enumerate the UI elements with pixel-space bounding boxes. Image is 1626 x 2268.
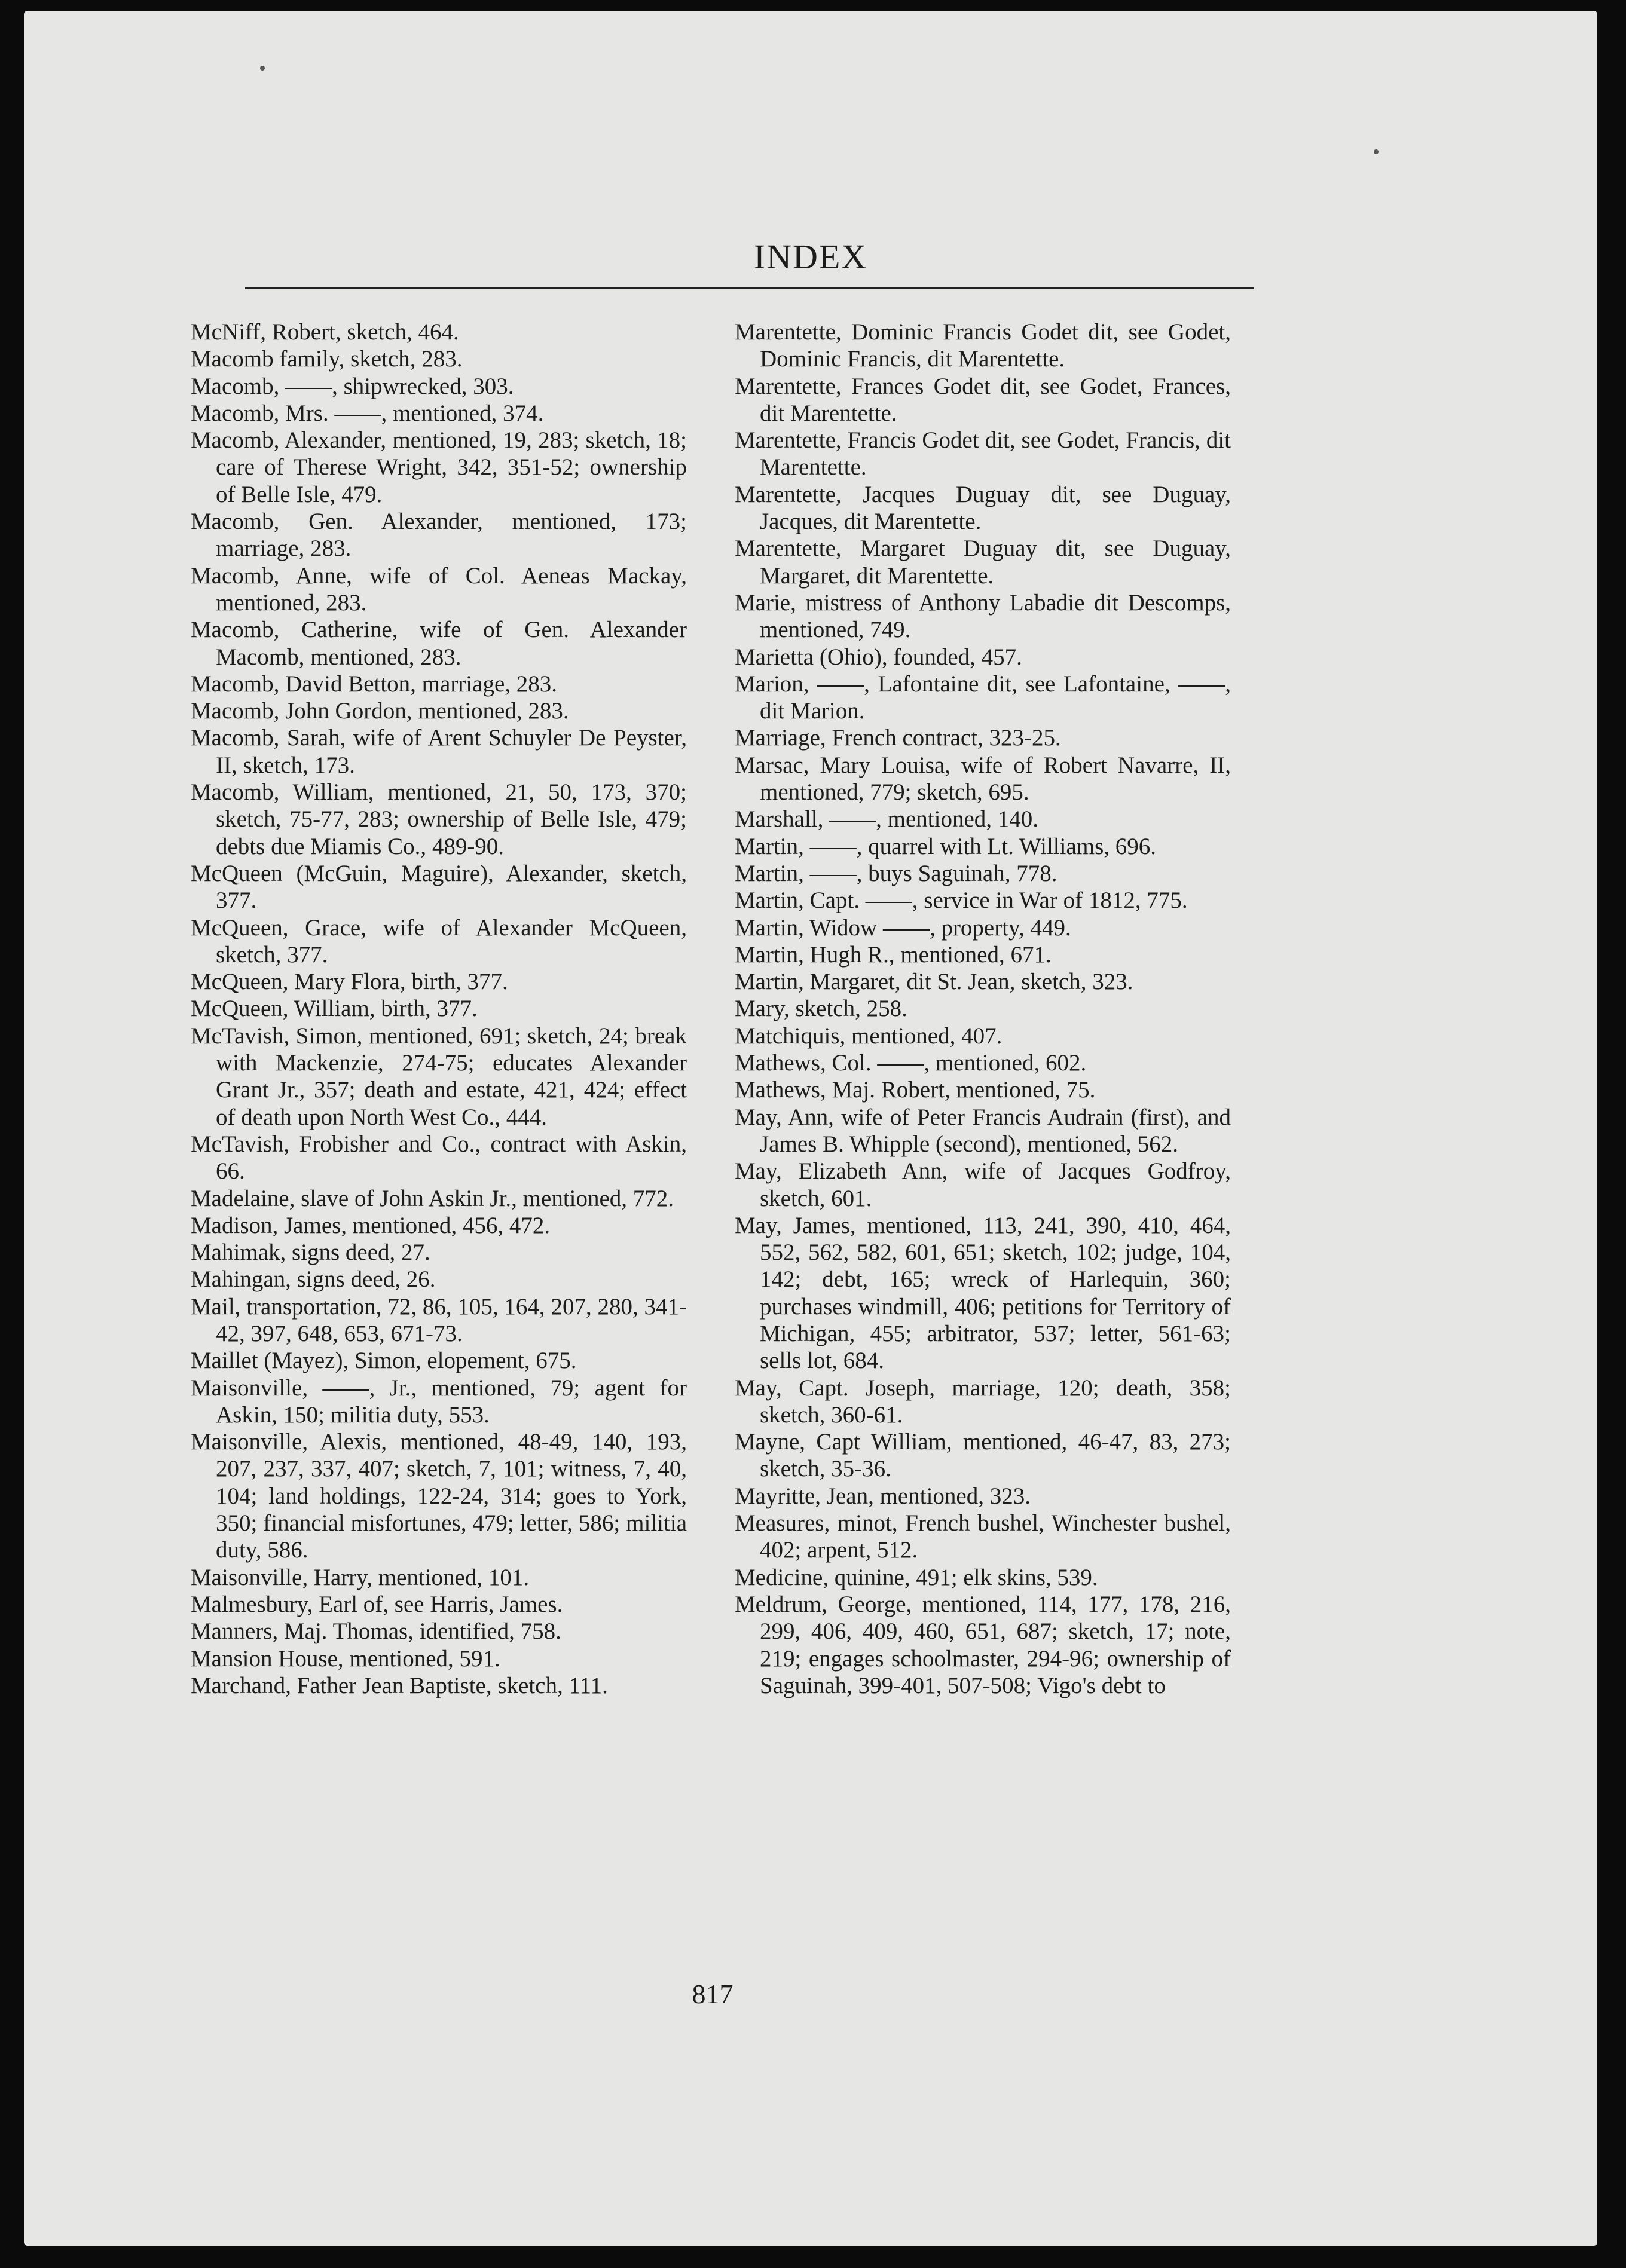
index-entry: Martin, Margaret, dit St. Jean, sketch, 323. xyxy=(735,969,1133,995)
index-entry: Mathews, Maj. Robert, mentioned, 75. xyxy=(735,1077,1096,1103)
header-rule xyxy=(245,287,1254,289)
index-entry: McQueen, Mary Flora, birth, 377. xyxy=(191,969,508,995)
index-entry: Macomb, Sarah, wife of Arent Schuyler De Peyster, II, sketch, 173. xyxy=(191,725,687,778)
index-entry: Measures, minot, French bushel, Winchester bushel, 402; arpent, 512. xyxy=(735,1510,1231,1563)
index-entry: May, Ann, wife of Peter Francis Audrain (first), and James B. Whipple (second), mentioned, 562. xyxy=(735,1104,1231,1157)
index-entry: Manners, Maj. Thomas, identified, 758. xyxy=(191,1618,561,1645)
index-entry: Marchand, Father Jean Baptiste, sketch, 111. xyxy=(191,1672,608,1698)
index-entry: Maillet (Mayez), Simon, elopement, 675. xyxy=(191,1348,577,1374)
index-entry: Martin, Widow ——, property, 449. xyxy=(735,914,1071,941)
index-entry: Macomb, Anne, wife of Col. Aeneas Mackay, mentioned, 283. xyxy=(191,562,687,616)
index-entry: McTavish, Frobisher and Co., contract with Askin, 66. xyxy=(191,1131,687,1184)
index-entry: Maisonville, ——, Jr., mentioned, 79; agent for Askin, 150; militia duty, 553. xyxy=(191,1375,687,1428)
index-entry: Maisonville, Harry, mentioned, 101. xyxy=(191,1564,530,1590)
index-entry: Martin, Capt. ——, service in War of 1812, 775. xyxy=(735,887,1188,914)
index-entry: Marentette, Dominic Francis Godet dit, see Godet, Dominic Francis, dit Marentette. xyxy=(735,319,1231,372)
index-entry: McQueen, Grace, wife of Alexander McQueen, sketch, 377. xyxy=(191,914,687,968)
index-entry: McQueen, William, birth, 377. xyxy=(191,996,478,1022)
index-entry: Marentette, Margaret Duguay dit, see Duguay, Margaret, dit Marentette. xyxy=(735,535,1231,589)
index-entry: Mary, sketch, 258. xyxy=(735,996,907,1022)
page-number: 817 xyxy=(692,1979,733,2009)
index-column-left xyxy=(191,319,687,1699)
index-entry: Mayritte, Jean, mentioned, 323. xyxy=(735,1483,1031,1509)
index-column-right xyxy=(735,319,1231,1699)
index-entry: Martin, ——, buys Saguinah, 778. xyxy=(735,860,1057,886)
index-entry: Macomb, Gen. Alexander, mentioned, 173; marriage, 283. xyxy=(191,509,687,562)
index-entry: Marie, mistress of Anthony Labadie dit Descomps, mentioned, 749. xyxy=(735,589,1231,643)
book-page xyxy=(24,11,1597,2246)
index-entry: May, Elizabeth Ann, wife of Jacques Godfroy, sketch, 601. xyxy=(735,1158,1231,1211)
index-entry: McTavish, Simon, mentioned, 691; sketch, 24; break with Mackenzie, 274-75; educates Alexander Grant Jr., 357; death and estate, 421, 424; effect of death upon North West Co., 444. xyxy=(191,1023,687,1130)
index-entry: Mahimak, signs deed, 27. xyxy=(191,1239,430,1266)
index-entry: Madison, James, mentioned, 456, 472. xyxy=(191,1212,551,1238)
index-entry: Marentette, Francis Godet dit, see Godet, Francis, dit Marentette. xyxy=(735,427,1231,480)
index-entry: Macomb, Alexander, mentioned, 19, 283; sketch, 18; care of Therese Wright, 342, 351-52; ownership of Belle Isle, 479. xyxy=(191,427,687,507)
index-entry: Marentette, Jacques Duguay dit, see Duguay, Jacques, dit Marentette. xyxy=(735,481,1231,535)
index-entry: Mansion House, mentioned, 591. xyxy=(191,1645,500,1672)
index-entry: Malmesbury, Earl of, see Harris, James. xyxy=(191,1591,563,1617)
index-entry: Mail, transportation, 72, 86, 105, 164, 207, 280, 341-42, 397, 648, 653, 671-73. xyxy=(191,1293,687,1346)
index-entry: Macomb, William, mentioned, 21, 50, 173, 370; sketch, 75-77, 283; ownership of Belle Isle, 479; debts due Miamis Co., 489-90. xyxy=(191,779,687,859)
index-entry: Matchiquis, mentioned, 407. xyxy=(735,1023,1003,1049)
index-entry: Meldrum, George, mentioned, 114, 177, 178, 216, 299, 406, 409, 460, 651, 687; sketch, 17; note, 219; engages schoolmaster, 294-96; ownership of Saguinah, 399-401, 507-508; Vigo's debt to xyxy=(735,1591,1231,1698)
index-entry: Macomb, ——, shipwrecked, 303. xyxy=(191,373,514,399)
index-entry: Marsac, Mary Louisa, wife of Robert Navarre, II, mentioned, 779; sketch, 695. xyxy=(735,752,1231,806)
index-entry: Macomb, John Gordon, mentioned, 283. xyxy=(191,698,569,724)
index-entry: Marion, ——, Lafontaine dit, see Lafontaine, ——, dit Marion. xyxy=(735,671,1231,724)
index-entry: May, Capt. Joseph, marriage, 120; death, 358; sketch, 360-61. xyxy=(735,1375,1231,1428)
index-entry: Macomb family, sketch, 283. xyxy=(191,346,463,372)
speck xyxy=(1374,149,1379,154)
speck xyxy=(260,66,265,71)
index-entry: May, James, mentioned, 113, 241, 390, 410, 464, 552, 562, 582, 601, 651; sketch, 102; judge, 104, 142; debt, 165; wreck of Harlequin, 360; purchases windmill, 406; petitions for Territory of Michigan, 455; arbitrator, 537; letter, 561-63; sells lot, 684. xyxy=(735,1212,1231,1374)
index-entry: Madelaine, slave of John Askin Jr., mentioned, 772. xyxy=(191,1185,674,1211)
index-entry: Marriage, French contract, 323-25. xyxy=(735,725,1061,751)
index-entry: McQueen (McGuin, Maguire), Alexander, sketch, 377. xyxy=(191,860,687,914)
index-entry: Maisonville, Alexis, mentioned, 48-49, 140, 193, 207, 237, 337, 407; sketch, 7, 101; witness, 7, 40, 104; land holdings, 122-24, 314; goes to York, 350; financial misfortunes, 479; letter, 586; militia duty, 586. xyxy=(191,1429,687,1563)
index-entry: Macomb, David Betton, marriage, 283. xyxy=(191,671,558,697)
index-entry: Martin, Hugh R., mentioned, 671. xyxy=(735,941,1052,968)
index-entry: McNiff, Robert, sketch, 464. xyxy=(191,319,459,345)
index-entry: Marietta (Ohio), founded, 457. xyxy=(735,644,1022,670)
index-entry: Mathews, Col. ——, mentioned, 602. xyxy=(735,1050,1087,1076)
index-entry: Marshall, ——, mentioned, 140. xyxy=(735,806,1039,832)
index-entry: Mahingan, signs deed, 26. xyxy=(191,1266,436,1293)
index-entry: Marentette, Frances Godet dit, see Godet, Frances, dit Marentette. xyxy=(735,373,1231,426)
index-entry: Mayne, Capt William, mentioned, 46-47, 83, 273; sketch, 35-36. xyxy=(735,1429,1231,1482)
index-entry: Martin, ——, quarrel with Lt. Williams, 696. xyxy=(735,833,1157,859)
page-header: INDEX xyxy=(753,237,868,276)
index-entry: Macomb, Mrs. ——, mentioned, 374. xyxy=(191,400,544,426)
index-entry: Medicine, quinine, 491; elk skins, 539. xyxy=(735,1564,1098,1590)
index-entry: Macomb, Catherine, wife of Gen. Alexander Macomb, mentioned, 283. xyxy=(191,617,687,670)
